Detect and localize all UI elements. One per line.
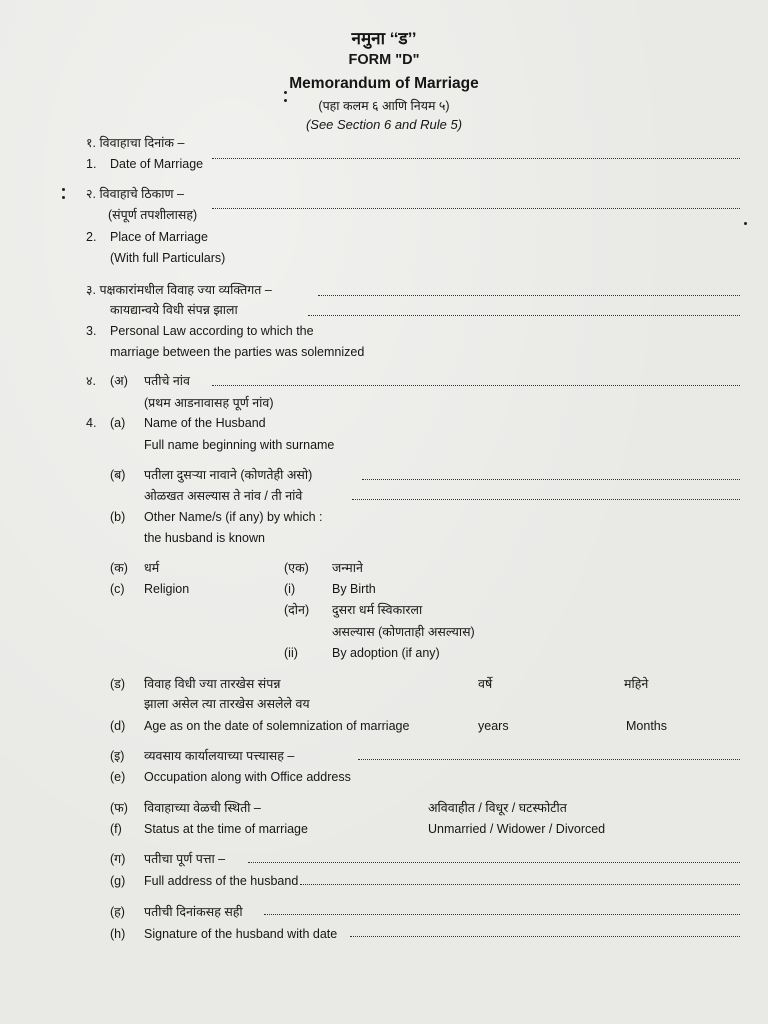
q2-label: Place of Marriage bbox=[110, 230, 208, 244]
scan-speck bbox=[744, 222, 747, 225]
q4f-label-marathi: विवाहाच्या वेळची स्थिती – bbox=[144, 801, 261, 815]
q4c-opt2-label-marathi-2: असल्यास (कोणताही असल्यास) bbox=[332, 625, 475, 639]
form-reference-marathi: (पहा कलम ६ आणि नियम ५) bbox=[318, 99, 450, 113]
q4b-label-marathi-1: पतीला दुसऱ्या नावाने (कोणतेही असो) bbox=[144, 468, 313, 482]
q4g-mark-marathi: (ग) bbox=[110, 852, 126, 866]
q1-label: Date of Marriage bbox=[110, 157, 204, 171]
q4b-label-1: Other Name/s (if any) by which : bbox=[144, 510, 323, 524]
q3-label-marathi-2: कायद्यान्वये विधी संपन्न झाला bbox=[110, 303, 238, 317]
q4c-opt1-label: By Birth bbox=[332, 582, 376, 596]
q4c-opt1-mark: (i) bbox=[284, 582, 296, 596]
form-reference: (See Section 6 and Rule 5) bbox=[305, 117, 463, 132]
q4-number-marathi: ४. bbox=[86, 374, 96, 388]
q4g-fill-line-2[interactable] bbox=[300, 884, 740, 885]
q4b-fill-line-2[interactable] bbox=[352, 499, 740, 500]
q4h-label-marathi: पतीची दिनांकसह सही bbox=[144, 905, 243, 919]
q4d-label-marathi-1: विवाह विधी ज्या तारखेस संपन्न bbox=[144, 677, 281, 691]
q4d-years-label: years bbox=[478, 719, 509, 733]
q4g-mark: (g) bbox=[110, 874, 126, 888]
q4d-months-label-marathi: महिने bbox=[624, 677, 649, 691]
q4g-fill-line-1[interactable] bbox=[248, 862, 740, 863]
scan-speck bbox=[284, 99, 287, 102]
q4c-opt2-mark: (ii) bbox=[284, 646, 298, 660]
q4c-mark-marathi: (क) bbox=[110, 561, 128, 575]
q3-fill-line-1[interactable] bbox=[318, 295, 740, 296]
q4f-options-marathi: अविवाहीत / विधूर / घटस्फोटीत bbox=[428, 801, 567, 815]
q4f-mark-marathi: (फ) bbox=[110, 801, 128, 815]
q4-number: 4. bbox=[86, 416, 97, 430]
q4g-label-marathi: पतीचा पूर्ण पत्ता – bbox=[144, 852, 226, 866]
q3-number: 3. bbox=[86, 324, 97, 338]
q4e-fill-line[interactable] bbox=[358, 759, 740, 760]
q4c-opt2-label: By adoption (if any) bbox=[332, 646, 440, 660]
q4a-mark: (a) bbox=[110, 416, 126, 430]
q3-label-2: marriage between the parties was solemnized bbox=[110, 345, 365, 359]
q4a-fill-line[interactable] bbox=[212, 385, 740, 386]
q3-label-marathi-1: ३. पक्षकारांमधील विवाह ज्या व्यक्तिगत – bbox=[86, 283, 272, 297]
scan-speck bbox=[62, 188, 65, 191]
q2-number: 2. bbox=[86, 230, 97, 244]
q4c-label-marathi: धर्म bbox=[144, 561, 160, 575]
q4a-label-marathi: पतीचे नांव bbox=[144, 374, 190, 388]
q4h-fill-line-1[interactable] bbox=[264, 914, 740, 915]
q1-number: 1. bbox=[86, 157, 97, 171]
q4b-mark-marathi: (ब) bbox=[110, 468, 126, 482]
q2-sub-marathi: (संपूर्ण तपशीलासह) bbox=[108, 208, 198, 222]
q3-label-1: Personal Law according to which the bbox=[110, 324, 314, 338]
form-subtitle: Memorandum of Marriage bbox=[289, 75, 479, 92]
q3-fill-line-2[interactable] bbox=[308, 315, 740, 316]
q4c-label: Religion bbox=[144, 582, 190, 596]
q4e-label: Occupation along with Office address bbox=[144, 770, 351, 784]
q4d-mark-marathi: (ड) bbox=[110, 677, 126, 691]
q4g-label: Full address of the husband bbox=[144, 874, 299, 888]
q4c-mark: (c) bbox=[110, 582, 125, 596]
q2-fill-line[interactable] bbox=[212, 208, 740, 209]
q4f-mark: (f) bbox=[110, 822, 122, 836]
q4e-label-marathi: व्यवसाय कार्यालयाच्या पत्त्यासह – bbox=[144, 749, 295, 763]
q4e-mark-marathi: (इ) bbox=[110, 749, 125, 763]
form-title-marathi: नमुना ‘‘ड’’ bbox=[351, 29, 417, 48]
q4a-label: Name of the Husband bbox=[144, 416, 266, 430]
q4d-years-label-marathi: वर्षे bbox=[478, 677, 493, 691]
q1-fill-line[interactable] bbox=[212, 158, 740, 159]
q4b-fill-line-1[interactable] bbox=[362, 479, 740, 480]
q4h-label: Signature of the husband with date bbox=[144, 927, 338, 941]
q4c-opt1-label-marathi: जन्माने bbox=[332, 561, 363, 575]
q4f-label: Status at the time of marriage bbox=[144, 822, 308, 836]
scan-speck bbox=[62, 196, 65, 199]
q4c-opt1-mark-marathi: (एक) bbox=[284, 561, 309, 575]
q4b-label-marathi-2: ओळखत असल्यास ते नांव / ती नांवे bbox=[144, 489, 303, 503]
q4h-mark: (h) bbox=[110, 927, 126, 941]
q4a-sub-marathi: (प्रथम आडनावासह पूर्ण नांव) bbox=[144, 396, 274, 410]
q4f-options: Unmarried / Widower / Divorced bbox=[428, 822, 606, 836]
q4d-label-marathi-2: झाला असेल त्या तारखेस असलेले वय bbox=[144, 697, 310, 711]
q4c-opt2-label-marathi-1: दुसरा धर्म स्विकारला bbox=[332, 603, 423, 617]
q4b-label-2: the husband is known bbox=[144, 531, 265, 545]
q4a-sub: Full name beginning with surname bbox=[144, 438, 335, 452]
q2-sub: (With full Particulars) bbox=[110, 251, 226, 265]
q4h-fill-line-2[interactable] bbox=[350, 936, 740, 937]
q4d-months-label: Months bbox=[626, 719, 667, 733]
q1-label-marathi: १. विवाहाचा दिनांक – bbox=[86, 136, 185, 150]
q4d-mark: (d) bbox=[110, 719, 126, 733]
q4c-opt2-mark-marathi: (दोन) bbox=[284, 603, 310, 617]
q4a-mark-marathi: (अ) bbox=[110, 374, 128, 388]
q4h-mark-marathi: (ह) bbox=[110, 905, 125, 919]
q4e-mark: (e) bbox=[110, 770, 126, 784]
scan-speck bbox=[284, 91, 287, 94]
form-title: FORM "D" bbox=[348, 52, 420, 68]
q2-label-marathi: २. विवाहाचे ठिकाण – bbox=[86, 187, 184, 201]
q4b-mark: (b) bbox=[110, 510, 126, 524]
q4d-label: Age as on the date of solemnization of marriage bbox=[144, 719, 410, 733]
